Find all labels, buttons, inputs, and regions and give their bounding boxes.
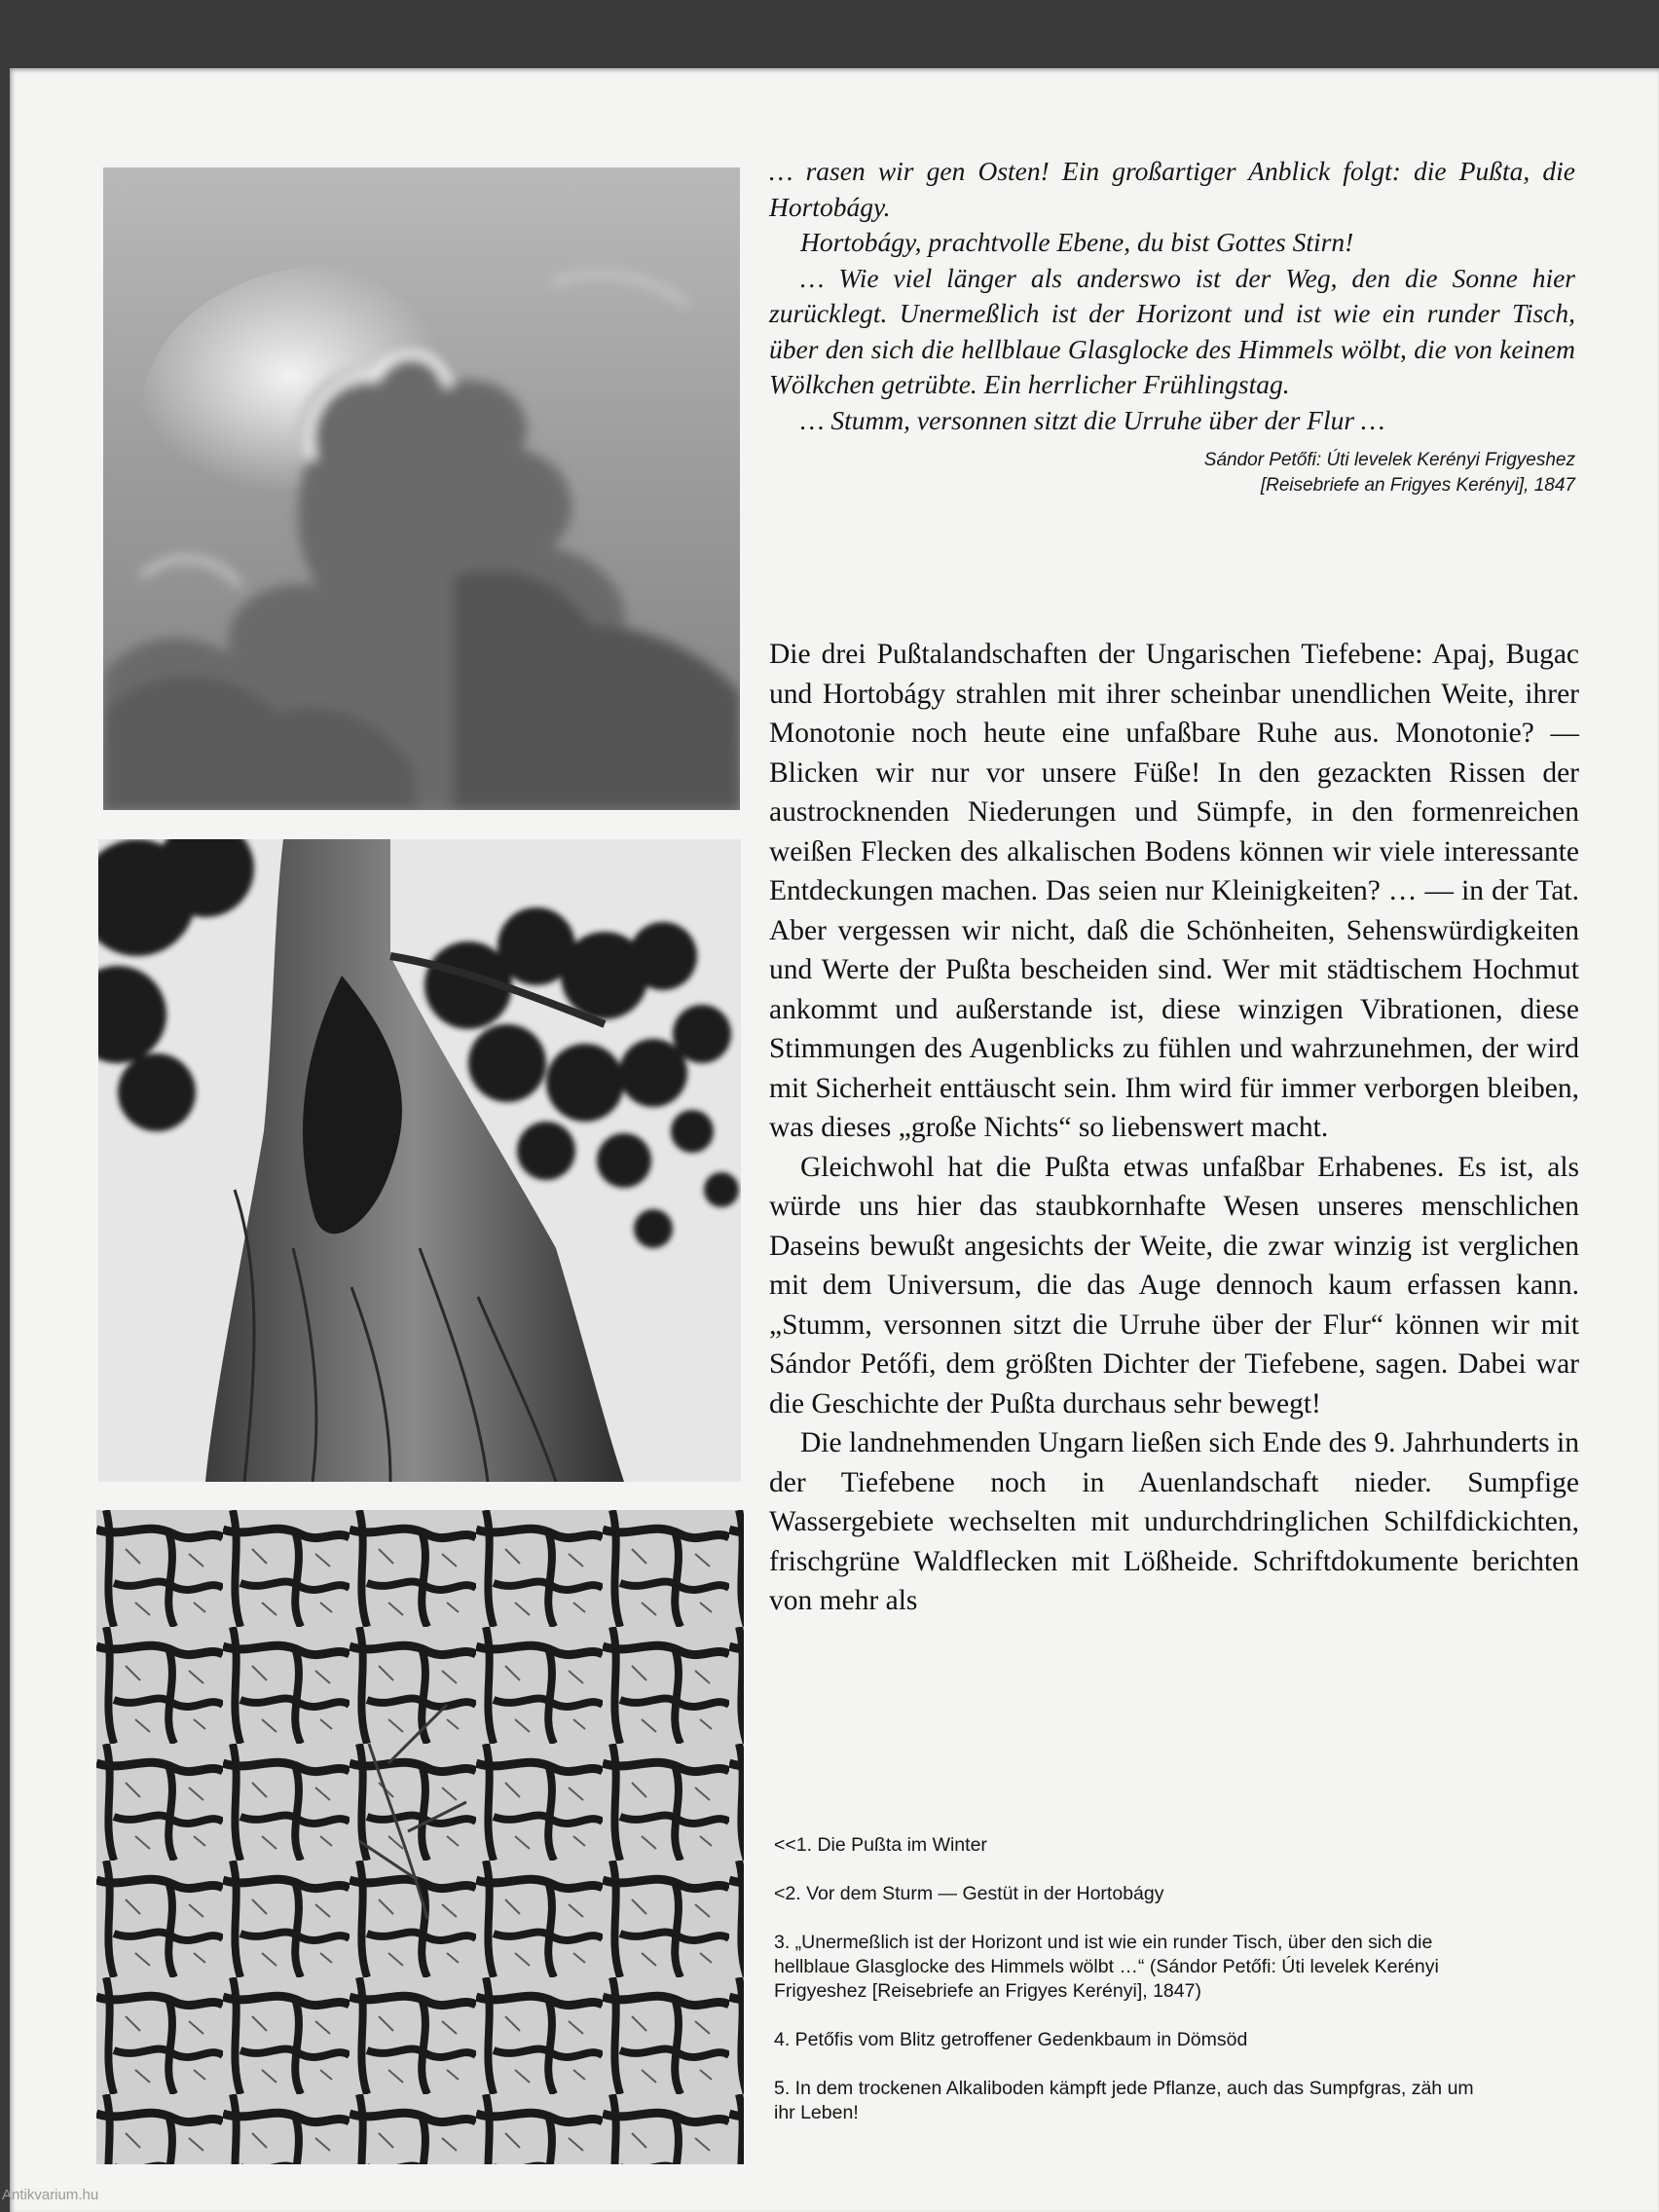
attribution-line-2: [Reisebriefe an Frigyes Kerényi], 1847 bbox=[1260, 475, 1575, 496]
quote-attribution bbox=[876, 448, 1575, 498]
watermark: Antikvarium.hu bbox=[2, 2187, 99, 2203]
photo-clouds bbox=[103, 167, 740, 810]
photo-cracked-soil bbox=[96, 1510, 744, 2164]
body-paragraph-1: Die drei Pußtalandschaften der Ungarischen Tiefebene: Apaj, Bugac und Hortobágy strahlen mit ihrer scheinbar unendlichen Weite, ihrer Monotonie noch heute eine unfaßbare Ruhe aus. Monotonie? — Blicken wir nur vor unsere Füße! In den gezackten Rissen der austrocknenden Niederungen und Sümpfe, in den formenreichen weißen Flecken des alkalischen Bodens können wir viele interessante Entdeckungen machen. Das seien nur Kleinigkeiten? … — in der Tat. Aber vergessen wir nicht, daß die Schönheiten, Sehenswürdigkeiten und Werte der Pußta bescheiden sind. Wer mit städtischem Hochmut ankommt und außerstande ist, diese winzigen Vibrationen, diese Stimmungen des Augenblicks zu fühlen und wahrzunehmen, der wird mit Sicherheit enttäuscht sein. Ihm wird für immer verborgen bleiben, was dieses „große Nichts“ so liebenswert macht. bbox=[769, 639, 1579, 1143]
body-text bbox=[769, 635, 1579, 1621]
quote-line-3: … Wie viel länger als anderswo ist der Weg, den die Sonne hier zurücklegt. Unermeßlich ist der Horizont und ist wie ein runder Tisch, über den sich die hellblaue Glasglocke des Himmels wölbt, die von keinem Wölkchen getrübte. Ein herrlicher Frühlingstag. bbox=[769, 262, 1575, 399]
photo-memorial-tree bbox=[98, 839, 741, 1482]
quote-line-1: … rasen wir gen Osten! Ein großartiger Anblick folgt: die Pußta, die Hortobágy. bbox=[769, 156, 1575, 222]
body-paragraph-2: Gleichwohl hat die Pußta etwas unfaßbar Erhabenes. Es ist, als würde uns hier das staubkornhafte Wesen unseres menschlichen Daseins bewußt angesichts der Weite, die zwar winzig ist verglichen mit dem Universum, die das Auge dennoch kaum erfassen kann. „Stumm, versonnen sitzt die Urruhe über der Flur“ können wir mit Sándor Petőfi, dem größten Dichter der Tiefebene, sagen. Dabei war die Geschichte der Pußta durchaus sehr bewegt! bbox=[769, 1151, 1579, 1419]
caption-5: 5. In dem trockenen Alkaliboden kämpft jede Pflanze, auch das Sumpfgras, zäh um ihr Leben! bbox=[774, 2078, 1474, 2123]
caption-2: <2. Vor dem Sturm — Gestüt in der Hortobágy bbox=[774, 1883, 1164, 1904]
quote-line-4: … Stumm, versonnen sitzt die Urruhe über der Flur … bbox=[800, 404, 1385, 435]
caption-3: 3. „Unermeßlich ist der Horizont und ist wie ein runder Tisch, über den sich die hellblaue Glasglocke des Himmels wölbt …“ (Sándor Petőfi: Úti levelek Kerényi Frigyeshez [Reisebriefe an Frigyes Kerényi], 1847) bbox=[774, 1932, 1439, 2002]
body-paragraph-3: Die landnehmenden Ungarn ließen sich Ende des 9. Jahrhunderts in der Tiefebene noch in Auenlandschaft nieder. Sumpfige Wassergebiete wechselten mit undurchdringlichen Schilfdickichten, frischgrüne Waldflecken mit Lößheide. Schriftdokumente berichten von mehr als bbox=[769, 1427, 1579, 1616]
petofi-quote bbox=[769, 154, 1575, 438]
caption-4: 4. Petőfis vom Blitz getroffener Gedenkbaum in Dömsöd bbox=[774, 2029, 1248, 2050]
photo-captions bbox=[774, 1833, 1475, 2150]
attribution-line-1: Sándor Petőfi: Úti levelek Kerényi Frigyeshez bbox=[1203, 450, 1575, 470]
quote-line-2: Hortobágy, prachtvolle Ebene, du bist Gottes Stirn! bbox=[800, 227, 1354, 257]
caption-1: <<1. Die Pußta im Winter bbox=[774, 1834, 987, 1856]
